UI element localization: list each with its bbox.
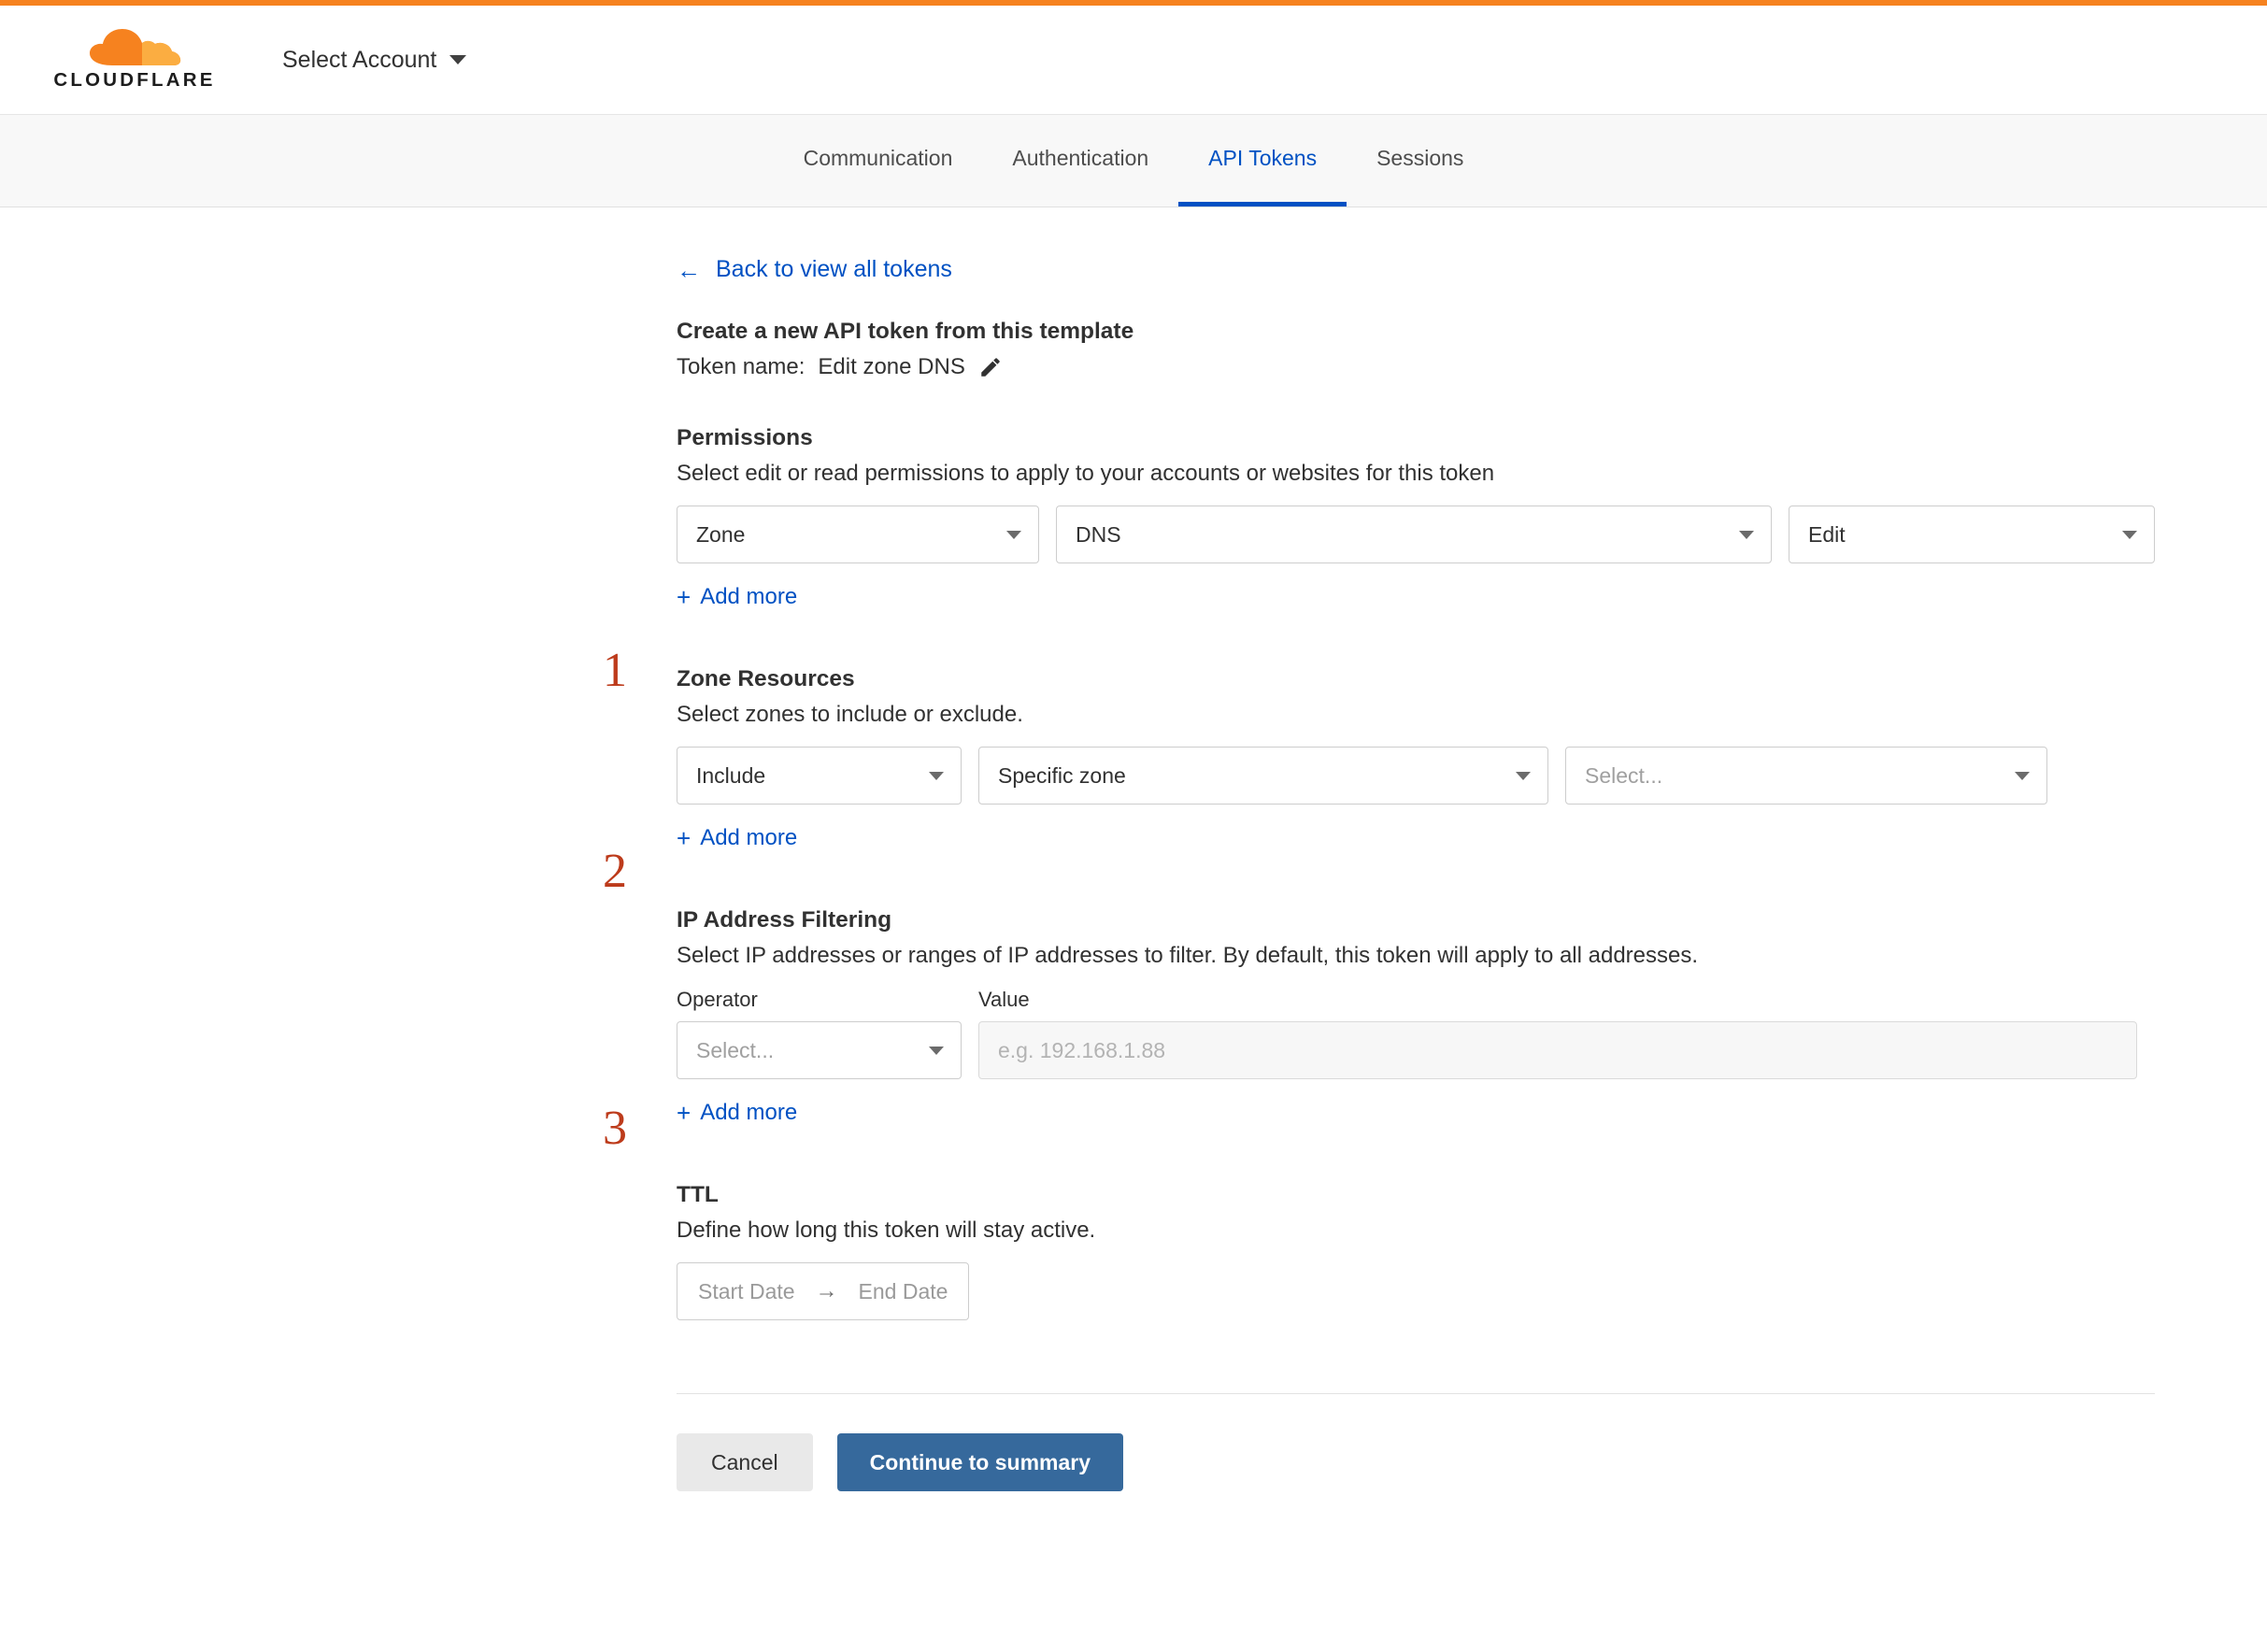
permissions-add-more-label: Add more xyxy=(700,584,798,609)
zone-scope-select[interactable] xyxy=(978,747,1548,805)
permission-access-value: Edit xyxy=(1808,521,1846,547)
ttl-description: Define how long this token will stay active. xyxy=(677,1218,1096,1243)
step-number-3: 3 xyxy=(603,1102,627,1155)
ip-filtering-description: Select IP addresses or ranges of IP addresses to filter. By default, this token will apply to all addresses. xyxy=(677,943,1699,968)
zone-resources-title: Zone Resources xyxy=(677,666,855,691)
tab-sessions[interactable]: Sessions xyxy=(1376,146,1464,170)
cancel-button[interactable]: Cancel xyxy=(677,1433,813,1491)
ip-filtering-add-more-button[interactable] xyxy=(677,1100,797,1126)
plus-icon: + xyxy=(677,824,692,852)
chevron-down-icon xyxy=(2122,531,2137,539)
token-name-value: Edit zone DNS xyxy=(818,354,965,379)
step-number-1: 1 xyxy=(603,644,627,697)
footer-actions xyxy=(677,1394,2155,1547)
back-to-all-tokens-link[interactable] xyxy=(677,256,952,283)
continue-to-summary-button[interactable]: Continue to summary xyxy=(837,1433,1123,1491)
plus-icon: + xyxy=(677,1099,692,1127)
permissions-description: Select edit or read permissions to apply to your accounts or websites for this token xyxy=(677,461,1495,486)
arrow-left-icon: ← xyxy=(677,255,701,284)
zone-picker-select[interactable] xyxy=(1565,747,2047,805)
token-name-label: Token name: xyxy=(677,354,806,379)
ip-filtering-add-more-label: Add more xyxy=(700,1100,798,1125)
create-token-section xyxy=(677,319,2155,380)
cloudflare-logo[interactable] xyxy=(41,28,228,92)
operator-label: Operator xyxy=(677,988,758,1011)
chevron-down-icon xyxy=(1739,531,1754,539)
main-content xyxy=(0,207,2267,1547)
permissions-title: Permissions xyxy=(677,425,813,450)
section-tabs xyxy=(0,114,2267,207)
zone-inclusion-select[interactable] xyxy=(677,747,962,805)
zone-resources-row xyxy=(677,747,2155,805)
permissions-add-more-button[interactable] xyxy=(677,584,797,610)
ip-filtering-row xyxy=(677,1021,2155,1079)
permissions-row xyxy=(677,506,2155,563)
cloud-icon xyxy=(84,28,185,67)
zone-inclusion-value: Include xyxy=(696,762,766,788)
tab-communication[interactable]: Communication xyxy=(803,146,953,170)
app-header xyxy=(0,6,2267,114)
ip-operator-placeholder: Select... xyxy=(696,1037,775,1062)
create-token-title: Create a new API token from this template xyxy=(677,319,1134,344)
chevron-down-icon xyxy=(449,55,466,64)
ttl-section xyxy=(677,1182,2155,1320)
chevron-down-icon xyxy=(929,772,944,780)
ip-filtering-section xyxy=(677,907,2155,1169)
pencil-icon[interactable] xyxy=(978,355,1003,379)
chevron-down-icon xyxy=(1006,531,1021,539)
ip-filtering-labels xyxy=(677,988,2155,1021)
ttl-start-date[interactable]: Start Date xyxy=(698,1278,795,1303)
account-selector-label: Select Account xyxy=(282,46,437,73)
tab-api-tokens[interactable]: API Tokens xyxy=(1178,115,1347,206)
permission-scope-value: Zone xyxy=(696,521,746,547)
permission-access-select[interactable] xyxy=(1789,506,2155,563)
token-name-row xyxy=(677,354,2155,380)
zone-resources-section xyxy=(677,666,2155,894)
zone-picker-placeholder: Select... xyxy=(1585,762,1663,788)
chevron-down-icon xyxy=(2015,772,2030,780)
zone-scope-value: Specific zone xyxy=(998,762,1126,788)
back-link-label: Back to view all tokens xyxy=(716,256,952,282)
tab-authentication[interactable]: Authentication xyxy=(1012,146,1149,170)
zone-resources-description: Select zones to include or exclude. xyxy=(677,702,1023,727)
arrow-right-icon: → xyxy=(815,1278,838,1303)
zone-resources-add-more-label: Add more xyxy=(700,825,798,850)
cloudflare-wordmark: CLOUDFLARE xyxy=(53,69,216,91)
ip-filtering-title: IP Address Filtering xyxy=(677,907,892,933)
permission-resource-select[interactable] xyxy=(1056,506,1772,563)
chevron-down-icon xyxy=(1516,772,1531,780)
value-label: Value xyxy=(978,988,1030,1011)
zone-resources-add-more-button[interactable] xyxy=(677,825,797,851)
ip-value-input[interactable] xyxy=(978,1021,2137,1079)
permissions-section xyxy=(677,425,2155,653)
account-selector[interactable] xyxy=(282,47,466,74)
ttl-title: TTL xyxy=(677,1182,719,1207)
ttl-date-range-picker[interactable] xyxy=(677,1262,969,1320)
ttl-end-date[interactable]: End Date xyxy=(858,1278,948,1303)
step-number-2: 2 xyxy=(603,845,627,898)
plus-icon: + xyxy=(677,583,692,611)
chevron-down-icon xyxy=(929,1047,944,1055)
permission-resource-value: DNS xyxy=(1076,521,1121,547)
ip-operator-select[interactable] xyxy=(677,1021,962,1079)
permission-scope-select[interactable] xyxy=(677,506,1039,563)
